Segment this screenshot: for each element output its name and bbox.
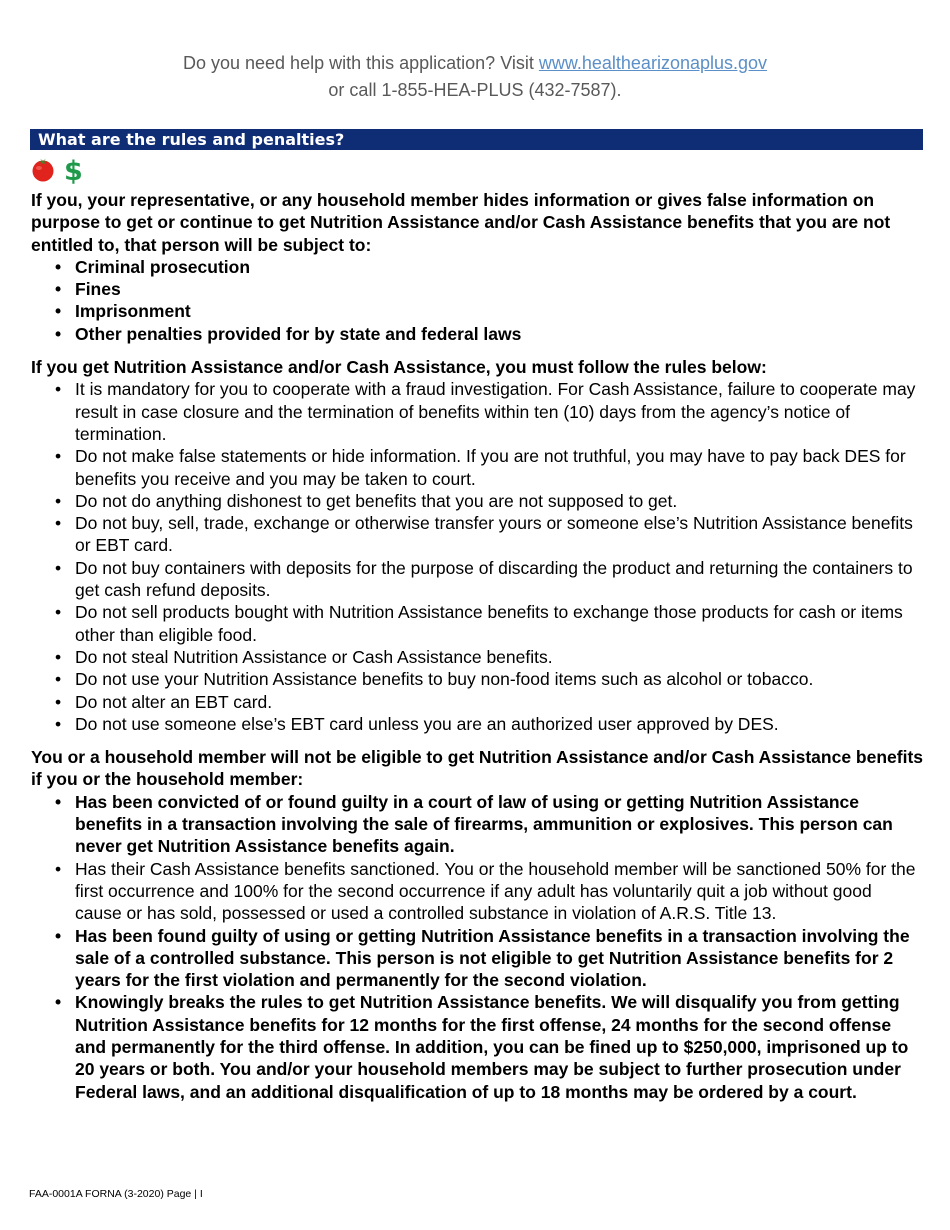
help-line-1 [0, 50, 950, 77]
tomato-icon [30, 156, 56, 187]
list-item: • Do not use your Nutrition Assistance benefits to buy non-food items such as alcohol or tobacco. [31, 668, 923, 690]
dollar-icon: $ [64, 155, 83, 187]
section-title-bar: What are the rules and penalties? [30, 129, 923, 150]
help-visit-text: Do you need help with this application? Visit [182, 53, 539, 73]
eligibility-intro: You or a household member will not be eligible to get Nutrition Assistance and/or Cash Assistance benefits if you or the household member: [31, 747, 924, 790]
rules-list [31, 378, 923, 735]
list-item: • Do not alter an EBT card. [31, 691, 923, 713]
list-item: • Imprisonment [31, 300, 923, 322]
list-item: • Do not do anything dishonest to get benefits that you are not supposed to get. [31, 490, 923, 512]
rules-intro: If you get Nutrition Assistance and/or Cash Assistance, you must follow the rules below: [31, 357, 767, 378]
list-item: • Knowingly breaks the rules to get Nutrition Assistance benefits. We will disqualify you from getting Nutrition Assistance benefits for 12 months for the first offense, 24 months for the second offense and permanently for the third offense. In addition, you can be fined up to $250,000, imprisoned up to 20 years or both. You and/or your household members may be subject to further prosecution under Federal laws, and an additional disqualification of up to 18 months may be ordered by a court. [31, 991, 923, 1102]
penalties-list [31, 256, 923, 345]
rules-content [31, 189, 923, 1103]
eligibility-list [31, 791, 923, 1103]
page-footer: FAA-0001A FORNA (3-2020) Page | I [29, 1188, 203, 1200]
healthearizonaplus-link[interactable]: www.healthearizonaplus.gov [538, 53, 768, 73]
help-notice [0, 50, 950, 104]
list-item: • Fines [31, 278, 923, 300]
list-item: • Criminal prosecution [31, 256, 923, 278]
list-item: • Has their Cash Assistance benefits sanctioned. You or the household member will be sanctioned 50% for the first occurrence and 100% for the second occurrence if any adult has voluntarily quit a job without good cause or has sold, possessed or used a controlled substance in violation of A.R.S. Title 13. [31, 858, 923, 925]
list-item: • Do not buy, sell, trade, exchange or otherwise transfer yours or someone else’s Nutrition Assistance benefits or EBT card. [31, 512, 923, 557]
list-item: • Do not sell products bought with Nutrition Assistance benefits to exchange those products for cash or items other than eligible food. [31, 601, 923, 646]
help-phone-line: or call 1-855-HEA-PLUS (432-7587). [328, 80, 622, 100]
list-item: • It is mandatory for you to cooperate with a fraud investigation. For Cash Assistance, failure to cooperate may result in case closure and the termination of benefits within ten (10) days from the agency’s notice of termination. [31, 378, 923, 445]
list-item: • Do not steal Nutrition Assistance or Cash Assistance benefits. [31, 646, 923, 668]
list-item: • Other penalties provided for by state and federal laws [31, 323, 923, 345]
list-item: • Do not use someone else’s EBT card unless you are an authorized user approved by DES. [31, 713, 923, 735]
list-item: • Has been found guilty of using or getting Nutrition Assistance benefits in a transaction involving the sale of a controlled substance. This person is not eligible to get Nutrition Assistance benefits for 2 years for the first violation and permanently for the second violation. [31, 925, 923, 992]
list-item: • Has been convicted of or found guilty in a court of law of using or getting Nutrition Assistance benefits in a transaction involving the sale of firearms, ammunition or explosives. This person can never get Nutrition Assistance benefits again. [31, 791, 923, 858]
program-icons [30, 156, 83, 186]
list-item: • Do not buy containers with deposits for the purpose of discarding the product and returning the containers to get cash refund deposits. [31, 557, 923, 602]
list-item: • Do not make false statements or hide information. If you are not truthful, you may have to pay back DES for benefits you receive and you may be taken to court. [31, 445, 923, 490]
penalties-intro: If you, your representative, or any household member hides information or gives false information on purpose to get or continue to get Nutrition Assistance and/or Cash Assistance benefits that you are not entitled to, that person will be subject to: [31, 190, 891, 255]
